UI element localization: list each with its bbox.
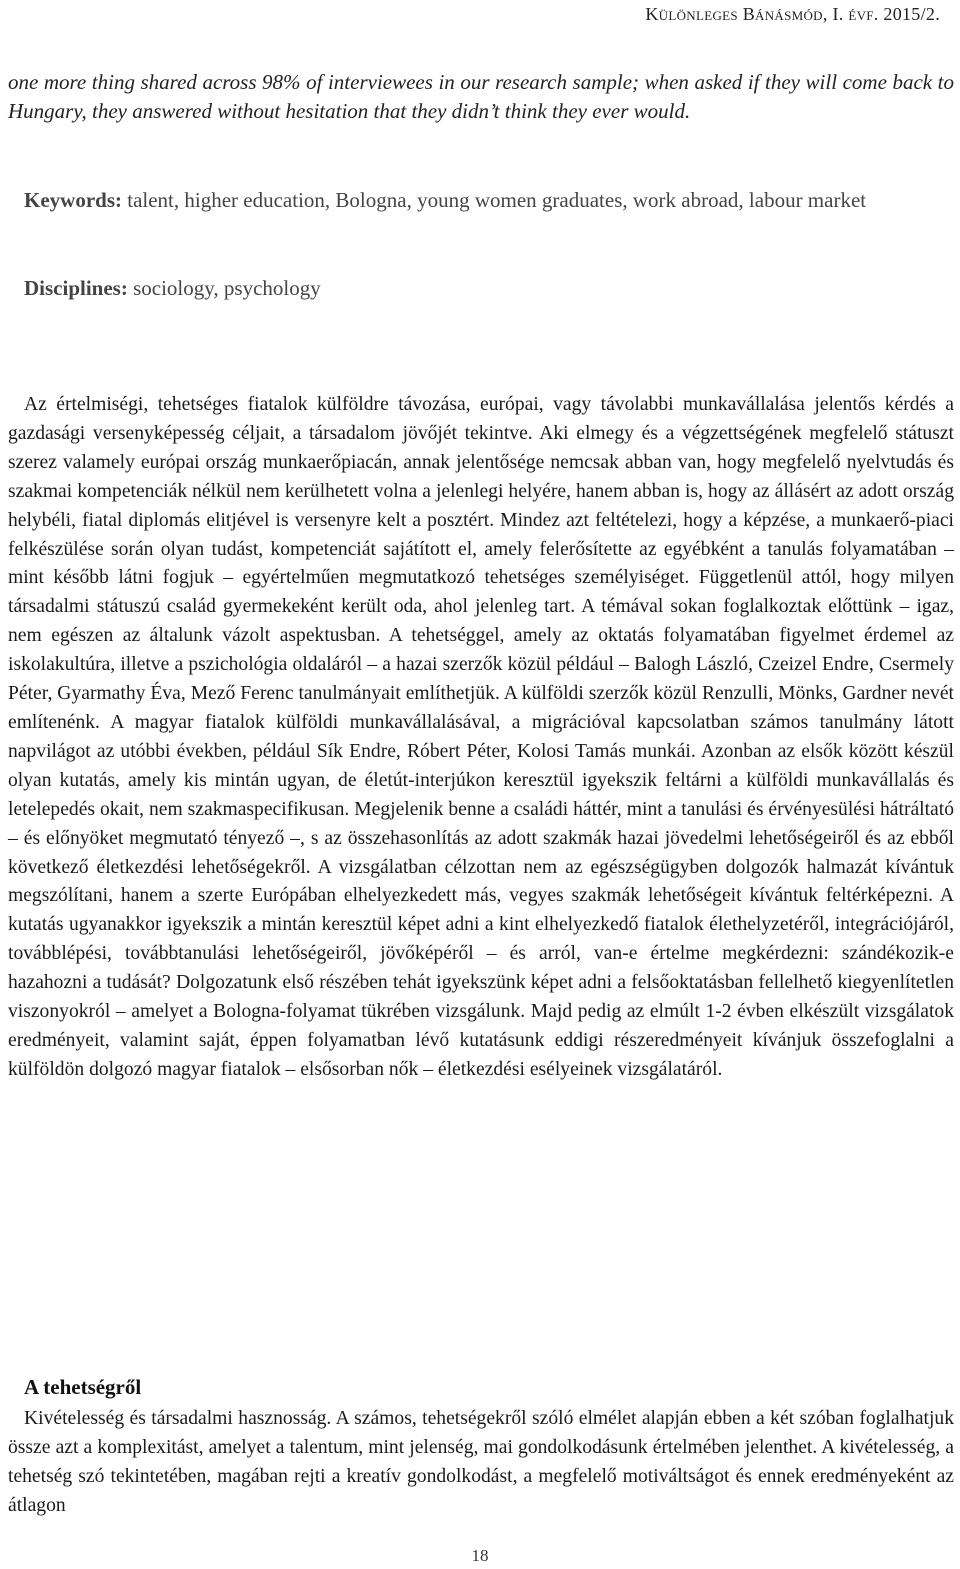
disciplines-line <box>8 274 954 303</box>
keywords-text: talent, higher education, Bologna, young women graduates, work abroad, labour market <box>122 188 867 212</box>
abstract-tail: one more thing shared across 98% of interviewees in our research sample; when asked if they will come back to Hungary, they answered without hesitation that they didn’t think they ever would. <box>8 70 954 123</box>
introduction-paragraph: Az értelmiségi, tehetséges fiatalok külföldre távozása, európai, vagy távolabbi munkavállalása jelentős kérdés a gazdasági versenyképesség céljait, a társadalom jövőjét tekintve. Aki elmegy és a végzettségének megfelelő státuszt szerez valamely európai ország munkaerőpiacán, annak jelentősége nemcsak abban van, hogy megfelelő nyelvtudás és szakmai kompetenciák nélkül nem kerülhetett volna a jelenlegi helyére, hanem abban is, hogy az állásért az adott ország helybéli, fiatal diplomás elitjével is versenyre kelt a posztért. Mindez azt feltételezi, hogy a képzése, a munkaerő-piaci felkészülése során olyan tudást, kompetenciát sajátított el, amely felerősítette az egyébként a tanulás folyamatában – mint később látni fogjuk – egyértelműen megmutatkozó tehetséges személyiséget. Függetlenül attól, hogy milyen társadalmi státuszú család gyermekeként került oda, ahol jelenleg tart. A témával sokan foglalkoztak előttünk – igaz, nem egészen az általunk vázolt aspektusban. A tehetséggel, amely az oktatás folyamatában figyelmet érdemel az iskolakultúra, illetve a pszichológia oldaláról – a hazai szerzők közül például – Balogh László, Czeizel Endre, Csermely Péter, Gyarmathy Éva, Mező Ferenc tanulmányait említhetjük. A külföldi szerzők közül Renzulli, Mönks, Gardner nevét említenénk. A magyar fiatalok külföldi munkavállalásával, a migrációval kapcsolatban számos tanulmány látott napvilágot az utóbbi években, például Sík Endre, Róbert Péter, Kolosi Tamás munkái. Azonban az elsők között készül olyan kutatás, amely kis mintán ugyan, de életút-interjúkon keresztül igyekszik feltárni a külföldi munkavállalás és letelepedés okait, nem szakmaspecifikusan. Megjelenik benne a családi háttér, mint a tanulási és érvényesülési hátráltató – és előnyöket megmutató tényező –, s az összehasonlítás az adott szakmák hazai jövedelmi lehetőségeiről és az ebből következő életkezdési lehetőségekről. A vizsgálatban célzottan nem az egészségügyben dolgozók halmazát kívántuk megszólítani, hanem a szerte Európában elhelyezkedett más, vegyes szakmák lehetőségeit kívántuk feltérképezni. A kutatás ugyanakkor igyekszik a mintán keresztül képet adni a kint elhelyezkedő fiatalok élethelyzetéről, integrációjáról, továbblépési, továbbtanulási lehetőségeiről, jövőképéről – és arról, van-e értelme megkérdezni: szándékozik-e hazahozni a tudását? Dolgozatunk első részében tehát igyekszünk képet adni a felsőoktatásban fellelhető kiegyenlítetlen viszonyokról – amelyet a Bologna-folyamat tükrében vizsgálunk. Majd pedig az elmúlt 1-2 évben elkészült vizsgálatok eredményeit, valamint saját, éppen folyamatban lévő kutatásunk eddigi részeredményeit kívánjuk összefoglalni a külföldön dolgozó magyar fiatalok – elsősorban nők – életkezdési esélyeinek vizsgálatáról. <box>8 394 954 1080</box>
running-header: Különleges Bánásmód, I. évf. 2015/2. <box>645 4 940 24</box>
disciplines-label: Disciplines: <box>24 276 128 300</box>
section-heading: A tehetségről <box>24 1375 142 1399</box>
section-paragraph: Kivételesség és társadalmi hasznosság. A számos, tehetségekről szóló elmélet alapján ebben a két szóban foglalhatjuk össze azt a komplexitást, amelyet a talentum, mint jelenség, mai gondolkodásunk értelmében jelenthet. A kivételesség, a tehetség szó tekintetében, magában rejti a kreatív gondolkodást, a megfelelő motiváltságot és ennek eredményeként az átlagon <box>8 1408 954 1516</box>
keywords-label: Keywords: <box>24 188 122 212</box>
keywords-line <box>8 186 954 215</box>
disciplines-text: sociology, psychology <box>127 276 321 300</box>
page-number: 18 <box>471 1546 489 1565</box>
